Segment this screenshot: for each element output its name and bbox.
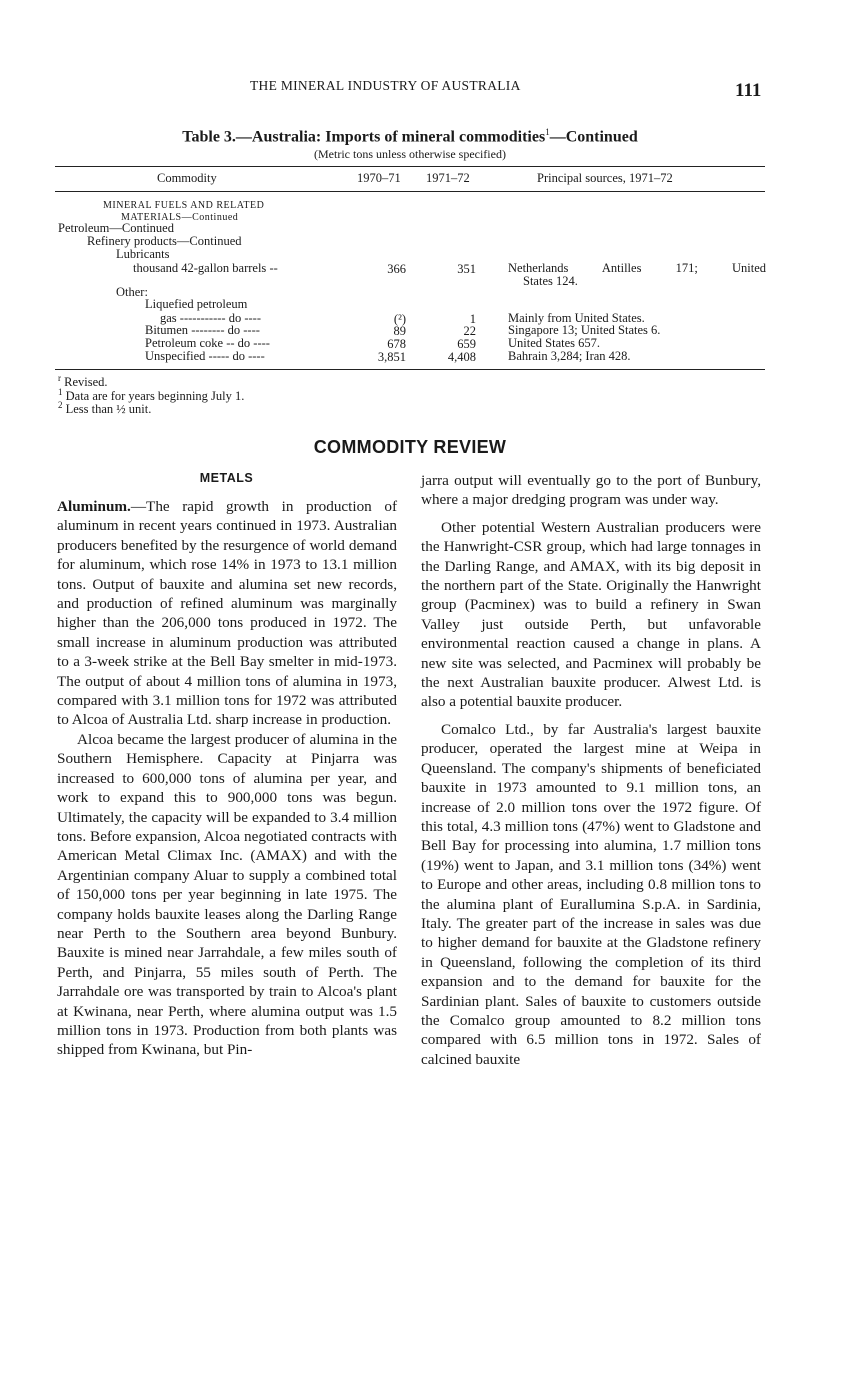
- table-row-lpg: Liquefied petroleum: [145, 297, 248, 311]
- table-subtitle: (Metric tons unless otherwise specified): [314, 147, 506, 161]
- unspec-sources: Bahrain 3,284; Iran 428.: [508, 349, 631, 363]
- potential-producers-paragraph: Other potential Western Australian producers were the Hanwright-CSR group, which had large tonnages in the Darling Range, and AMAX, with its big deposit in the northern part of the State. Originally the Hanwright group (Pacminex) was to build a refinery in Swan Valley just outside Perth, but unfavorable environmental reaction caused a change in plans. A new site was selected, and Pacminex will probably be the next Australian bauxite producer. Alwest Ltd. is also a potential bauxite producer.: [421, 518, 761, 711]
- footnote-2-text: Less than ½ unit.: [65, 402, 152, 417]
- table-title-suffix: —Continued: [549, 128, 638, 146]
- table-row-other: Other:: [116, 285, 148, 299]
- comalco-paragraph: Comalco Ltd., by far Australia's largest bauxite producer, operated the largest mine at Weipa in Queensland. The company's shipments of beneficiated bauxite in 1973 amounted to 9.1 million tons, an increase of 2.0 million tons over the 1972 figure. Of this total, 4.3 million tons (47%) went to Gladstone and Bell Bay for processing into alumina, 1.7 million tons (19%) went to Japan, and 3.1 million tons (34%) went to Europe and other areas, including 0.8 million tons to the alumina plant of Eurallumina S.p.A. in Sardinia, Italy. The greater part of the increase in sales was due to higher demand for bauxite at the Gladstone refinery in Queensland, following the completion of its third expansion and to the demand for bauxite for the Sardinian plant. Sales of bauxite to customers outside the Comalco group amounted to 8.2 million tons compared with 6.5 million tons in 1972. Sales of calcined bauxite: [421, 720, 761, 1068]
- barrels-sources-line1: Netherlands Antilles 171; United: [508, 261, 766, 275]
- footnote-revised-mark: r: [58, 373, 61, 383]
- table-group-line2: MATERIALS—Continued: [121, 212, 239, 223]
- bitumen-label: Bitumen: [145, 323, 189, 337]
- footnote-revised-text: Revised.: [64, 375, 108, 390]
- page-number: 111: [735, 80, 762, 101]
- bitumen-1971: 22: [463, 324, 476, 338]
- col-head-sources: Principal sources, 1971–72: [537, 171, 673, 185]
- footnote-1-mark: 1: [58, 387, 63, 397]
- alcoa-paragraph: Alcoa became the largest producer of alumina in the Southern Hemisphere. Capacity at Pinjarra was increased to 600,000 tons of alumina per year, and work to expand this to 900,000 tons was begun. Ultimately, the capacity will be expanded to 3.4 million tons. Before expansion, Alcoa negotiated contracts with American Metal Climax Inc. (AMAX) and with the Argentinian company Aluar to supply a combined total of 150,000 tons per year beginning in late 1975. The company holds bauxite leases along the Darling Range near Perth to the Southern area beyond Bunbury. Bauxite is mined near Jarrahdale, a few miles south of Perth, and Pinjarra, 55 miles south of Perth. The Jarrahdale ore was transported by train to Alcoa's plant at Kwinana, near Perth, where alumina output was 1.5 million tons in 1973. Production from both plants was shipped from Kwinana, but Pin-: [57, 730, 397, 1059]
- barrels-leader: --: [269, 261, 278, 275]
- running-head: THE MINERAL INDUSTRY OF AUSTRALIA: [250, 78, 521, 93]
- table-group-line1: MINERAL FUELS AND RELATED: [103, 200, 265, 211]
- footnote-1-text: Data are for years beginning July 1.: [65, 389, 245, 404]
- right-column: [421, 471, 761, 1069]
- unspec-1970: 3,851: [377, 350, 406, 364]
- coke-1971: 659: [457, 337, 476, 351]
- table-row-barrels: [133, 262, 278, 275]
- barrels-1971: 351: [457, 262, 476, 276]
- left-column: [57, 497, 397, 1060]
- aluminum-text: —The rapid growth in production of aluminum in recent years continued in 1973. Australian producers benefited by the resurgence of world demand for aluminum, which rose 14% in 1973 to 13.1 million tons. Output of bauxite and alumina set new records, and production of refined aluminum was marginally higher than the 206,000 tons produced in 1972. The small increase in aluminum production was attributed to a 3-week strike at the Bell Bay smelter in mid-1973. The output of about 4 million tons of alumina in 1973, compared with 3.1 million tons for 1972 was attributed to Alcoa of Australia Ltd. sharp increase in production.: [57, 498, 397, 729]
- table-bottom-rule: [55, 369, 765, 370]
- coke-leader: -- do ----: [226, 336, 270, 350]
- footnote-2: [58, 400, 151, 417]
- table-row-petroleum: Petroleum—Continued: [58, 221, 174, 235]
- barrels-sources-line2: States 124.: [523, 274, 578, 288]
- gas-1970: (²): [393, 312, 406, 326]
- coke-1970: 678: [387, 337, 406, 351]
- aluminum-lead: Aluminum.: [57, 498, 131, 515]
- barrels-label: thousand 42-gallon barrels: [133, 261, 267, 275]
- unspec-label: Unspecified: [145, 349, 206, 363]
- coke-label: Petroleum coke: [145, 336, 224, 350]
- coke-sources: United States 657.: [508, 336, 601, 350]
- col-head-commodity: Commodity: [157, 171, 217, 185]
- subsection-title: METALS: [199, 471, 254, 485]
- gas-label: gas: [160, 311, 177, 325]
- col-head-1971: 1971–72: [426, 171, 470, 185]
- gas-leader: ----------- do ----: [179, 311, 261, 325]
- barrels-1970: 366: [387, 262, 406, 276]
- bitumen-leader: -------- do ----: [191, 323, 260, 337]
- footnote-2-mark: 2: [58, 400, 63, 410]
- col-head-1970: 1970–71: [357, 171, 401, 185]
- unspec-leader: ----- do ----: [208, 349, 265, 363]
- gas-1971: 1: [469, 312, 476, 326]
- table-row-unspecified: [145, 350, 265, 363]
- unspec-1971: 4,408: [447, 350, 476, 364]
- table-head-rule: [55, 191, 765, 192]
- table-row-lubricants: Lubricants: [116, 247, 170, 261]
- table-title: [0, 127, 820, 146]
- bitumen-1970: 89: [393, 324, 406, 338]
- bitumen-sources: Singapore 13; United States 6.: [508, 323, 661, 337]
- table-top-rule: [55, 166, 765, 167]
- table-row-refinery: Refinery products—Continued: [87, 234, 242, 248]
- table-title-text: Table 3.—Australia: Imports of mineral commodities: [182, 128, 546, 146]
- gas-sources: Mainly from United States.: [508, 311, 645, 325]
- pinjarra-paragraph: jarra output will eventually go to the port of Bunbury, where a major dredging program was under way.: [421, 472, 761, 509]
- aluminum-paragraph: [57, 497, 397, 730]
- section-title: COMMODITY REVIEW: [313, 437, 507, 457]
- table-title-note: 1: [545, 127, 550, 137]
